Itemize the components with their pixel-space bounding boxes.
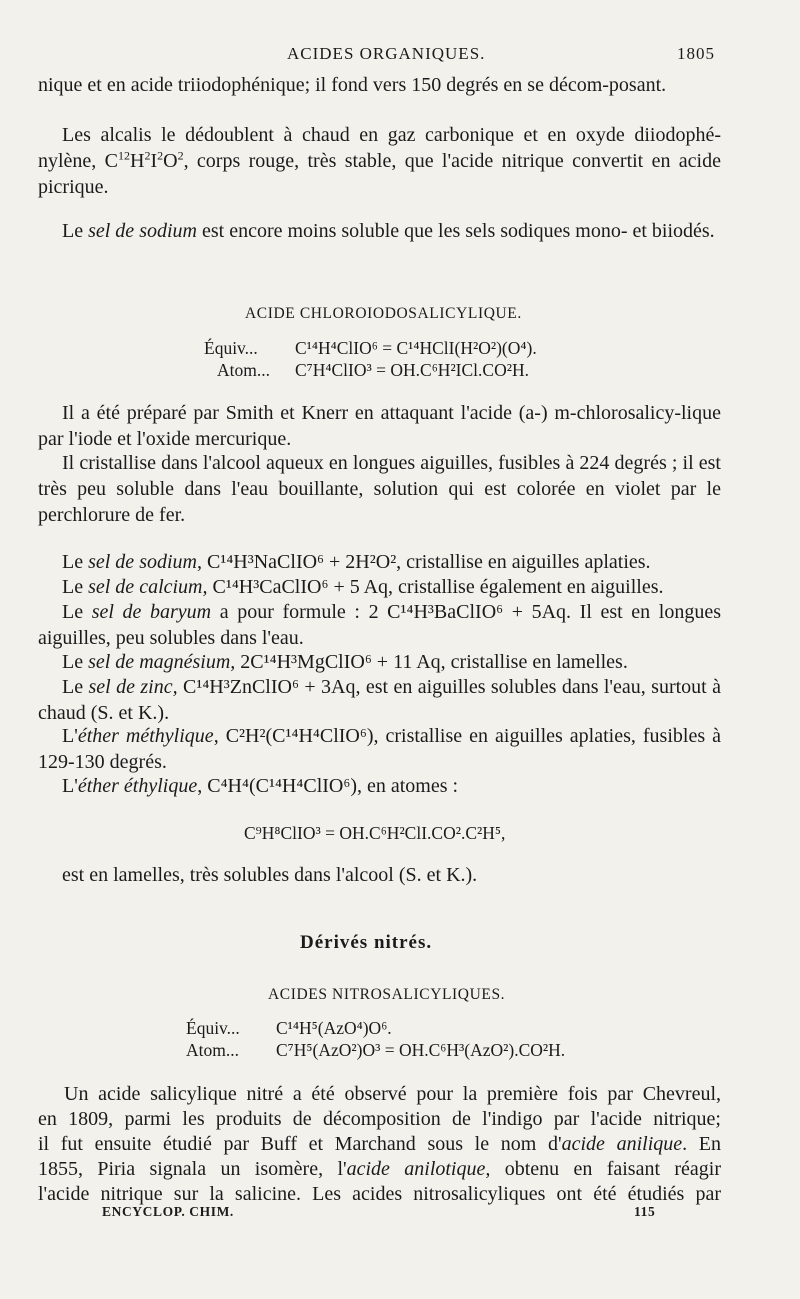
- paragraph-line: Un acide salicylique nitré a été observé pour la première fois par Chevreul,: [64, 1083, 721, 1105]
- formula-label: Atom...: [186, 1040, 239, 1060]
- section-title: Dérivés nitrés.: [300, 932, 433, 953]
- formula: C⁷H⁵(AzO²)O³ = OH.C⁶H³(AzO²).CO²H.: [276, 1040, 566, 1060]
- salt-entry: Le sel de baryum a pour formule : 2 C¹⁴H³BaClIO⁶ + 5Aq. Il est en longues aiguilles, peu solubles dans l'eau.: [38, 601, 722, 649]
- ether-entry: L'éther éthylique, C⁴H⁴(C¹⁴H⁴ClIO⁶), en atomes :: [62, 775, 459, 797]
- paragraph: Il a été préparé par Smith et Knerr en attaquant l'acide (a-) m-chlorosalicy-lique par l'iode et l'oxide mercurique.: [38, 402, 721, 450]
- salt-entry: Le sel de magnésium, 2C¹⁴H³MgClIO⁶ + 11 Aq, cristallise en lamelles.: [62, 651, 628, 673]
- ether-entry: L'éther méthylique, C²H²(C¹⁴H⁴ClIO⁶), cristallise en aiguilles aplaties, fusibles à 129-130 degrés.: [38, 725, 721, 773]
- formula-label: Équiv...: [204, 338, 258, 358]
- paragraph: est en lamelles, très solubles dans l'alcool (S. et K.).: [62, 864, 478, 886]
- formula-label: Atom...: [217, 360, 270, 380]
- section-heading: ACIDES NITROSALICYLIQUES.: [268, 986, 506, 1003]
- paragraph: nique et en acide triiodophénique; il fond vers 150 degrés en se décom-posant.: [38, 74, 667, 96]
- formula: C⁹H⁸ClIO³ = OH.C⁶H²ClI.CO².C²H⁵,: [244, 823, 506, 843]
- paragraph: Les alcalis le dédoublent à chaud en gaz carbonique et en oxyde diiodophé-nylène, $C^{12}H^2I^2O^2$, corps rouge, très stable, que l'acide nitrique convertit en acide picrique.: [38, 124, 721, 198]
- paragraph-line: il fut ensuite étudié par Buff et Marchand sous le nom d'acide anilique. En: [38, 1133, 722, 1155]
- paragraph-line: 1855, Piria signala un isomère, l'acide anilotique, obtenu en faisant réagir: [38, 1158, 721, 1180]
- page-number: 1805: [677, 44, 715, 63]
- running-header-title: ACIDES ORGANIQUES.: [287, 44, 486, 63]
- paragraph-line: en 1809, parmi les produits de décomposition de l'indigo par l'acide nitrique;: [38, 1108, 721, 1130]
- formula-label: Équiv...: [186, 1018, 240, 1038]
- salt-entry: Le sel de calcium, C¹⁴H³CaClIO⁶ + 5 Aq, cristallise également en aiguilles.: [62, 576, 664, 598]
- footer-left: ENCYCLOP. CHIM.: [102, 1204, 234, 1219]
- footer-signature-number: 115: [634, 1204, 656, 1219]
- salt-entry: Le sel de sodium, C¹⁴H³NaClIO⁶ + 2H²O², cristallise en aiguilles aplaties.: [62, 551, 651, 573]
- paragraph: Le sel de sodium est encore moins soluble que les sels sodiques mono- et biiodés.: [62, 220, 715, 242]
- paragraph-line: l'acide nitrique sur la salicine. Les acides nitrosalicyliques ont été étudiés par: [38, 1183, 721, 1205]
- formula: C¹⁴H⁴ClIO⁶ = C¹⁴HClI(H²O²)(O⁴).: [295, 338, 537, 358]
- formula: C¹⁴H⁵(AzO⁴)O⁶.: [276, 1018, 392, 1038]
- section-heading: ACIDE CHLOROIODOSALICYLIQUE.: [245, 305, 522, 322]
- salt-entry: Le sel de zinc, C¹⁴H³ZnClIO⁶ + 3Aq, est en aiguilles solubles dans l'eau, surtout à chaud (S. et K.).: [38, 676, 722, 724]
- formula: C⁷H⁴ClIO³ = OH.C⁶H²ICl.CO²H.: [295, 360, 529, 380]
- paragraph: Il cristallise dans l'alcool aqueux en longues aiguilles, fusibles à 224 degrés ; il est très peu soluble dans l'eau bouillante, solution qui est colorée en violet par le perchlorure de fer.: [38, 452, 721, 526]
